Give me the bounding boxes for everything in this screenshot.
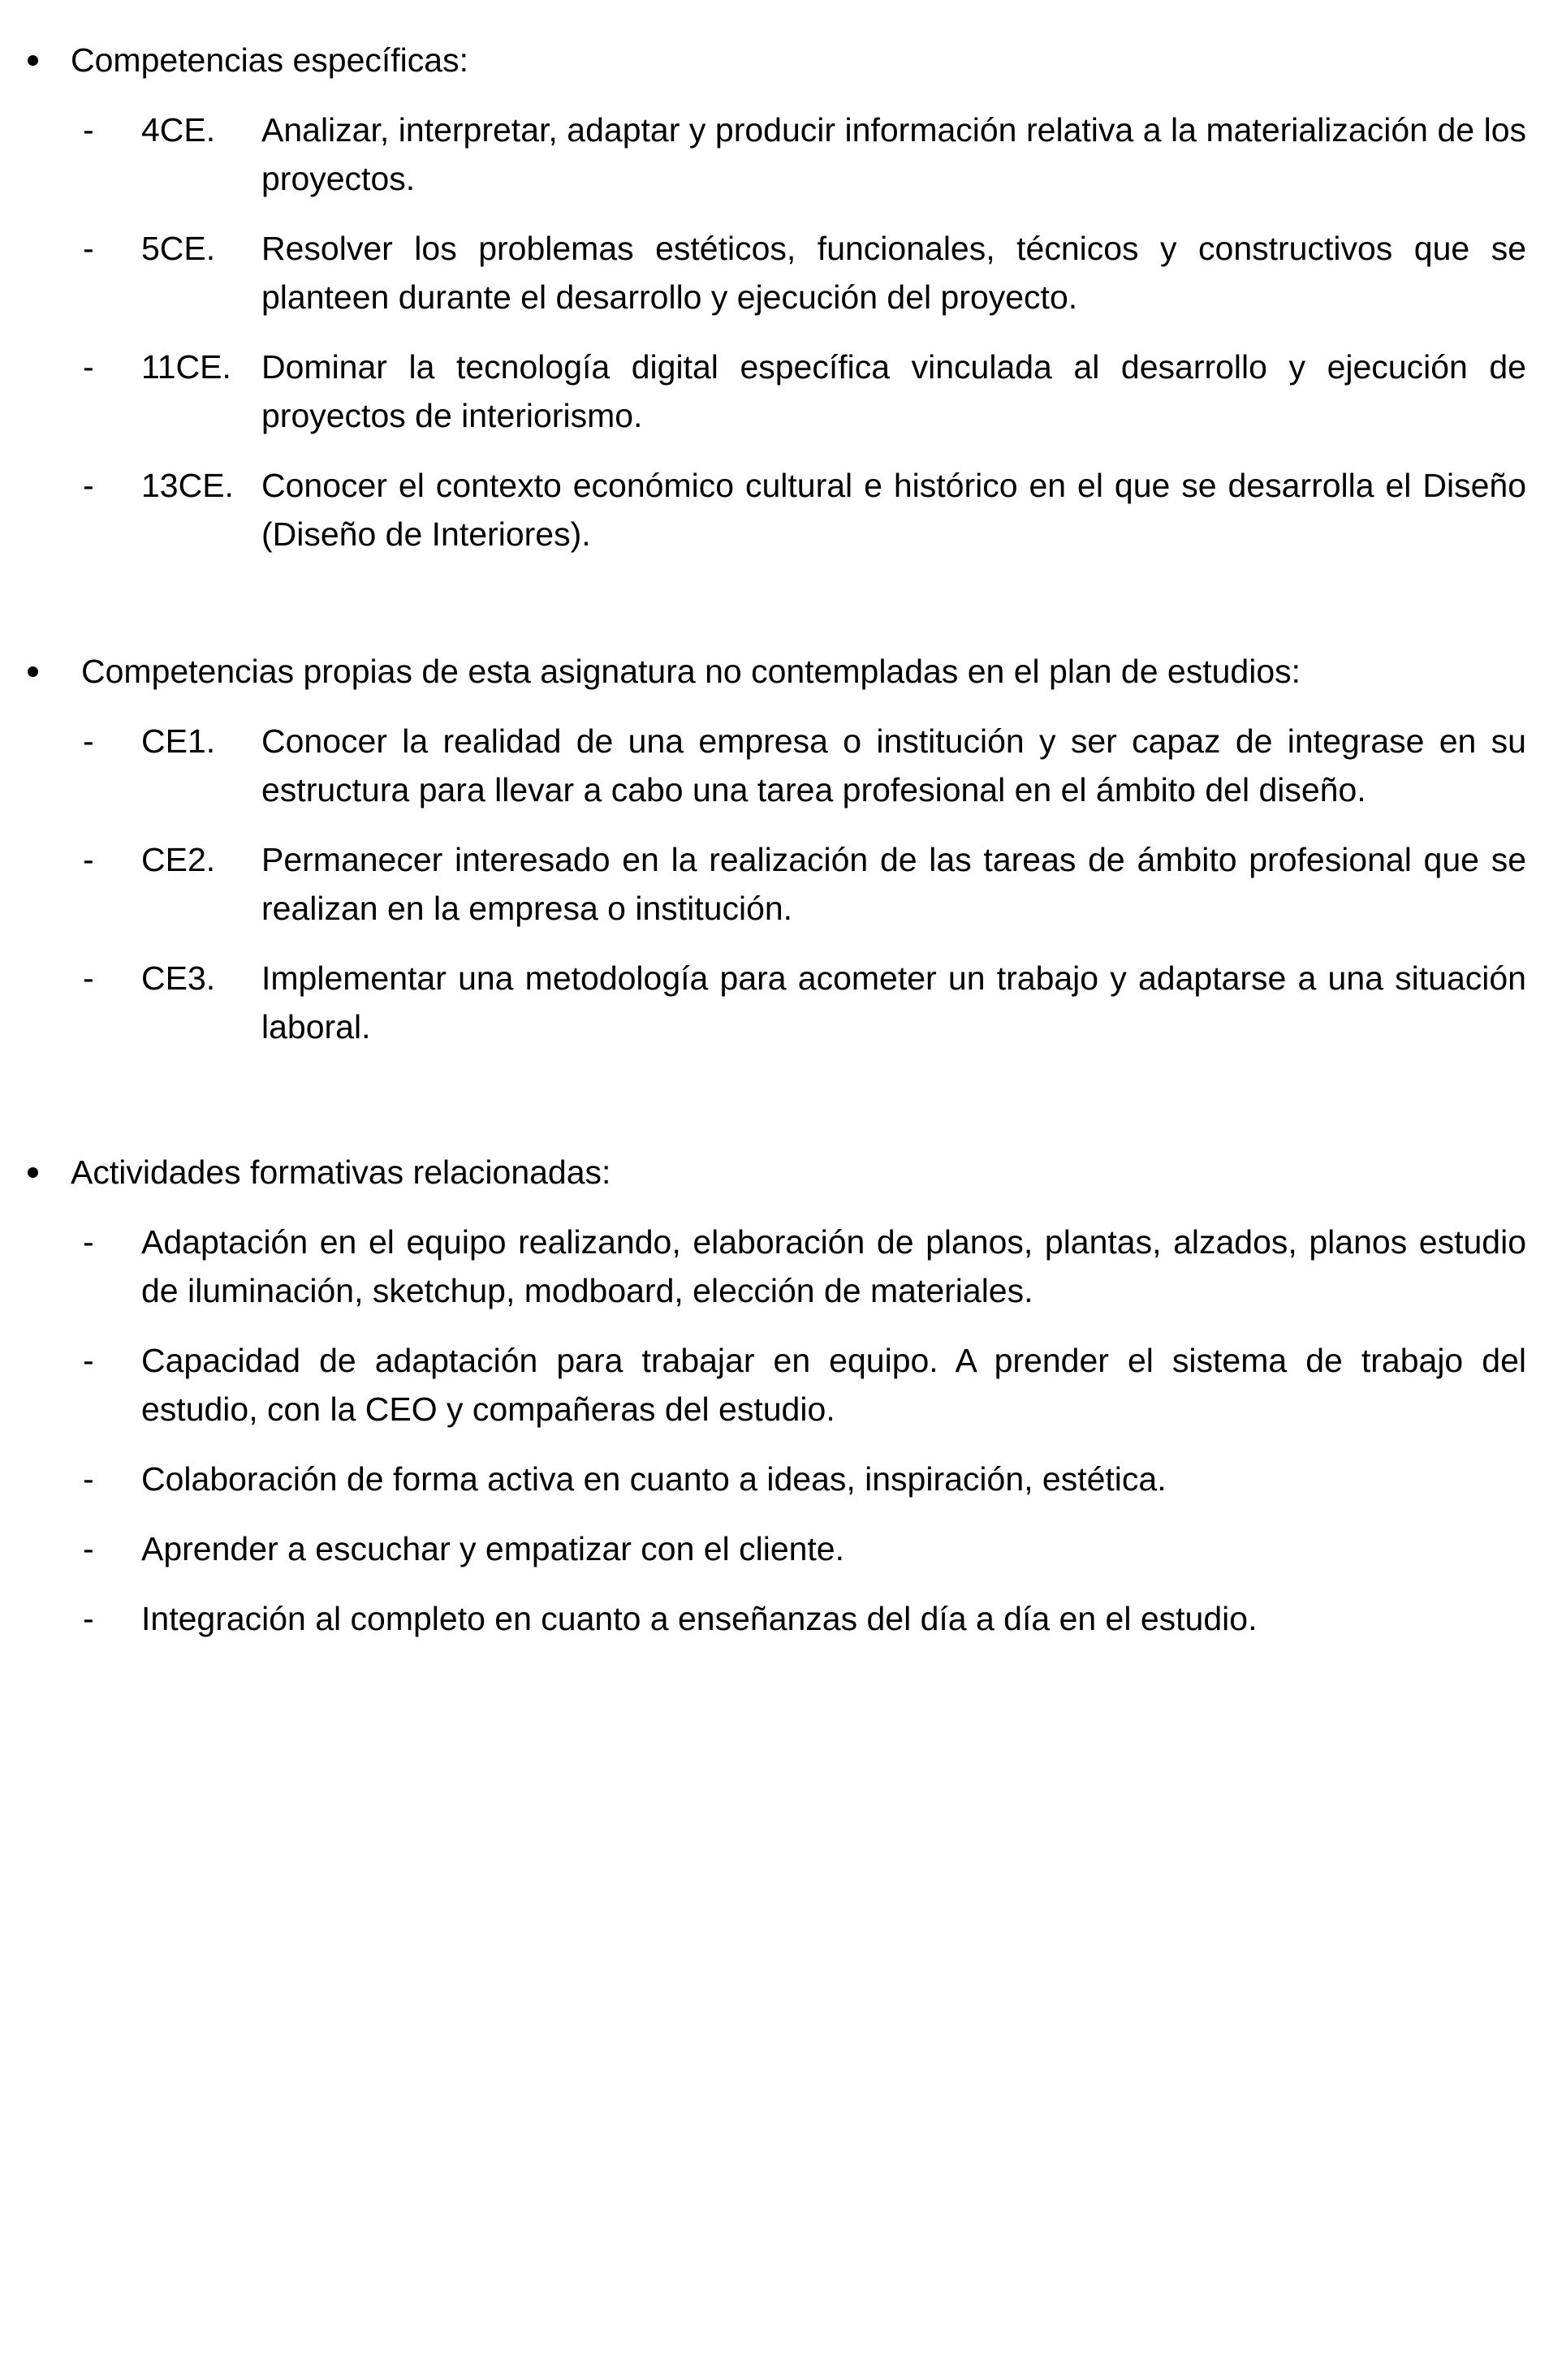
dash-marker: - [83,722,94,760]
item-code: CE2. [141,841,216,878]
section-actividades-formativas [0,1148,1549,1643]
list-item [0,1455,1549,1503]
dash-marker: - [83,959,94,997]
list-item [0,1218,1549,1315]
dash-marker: - [83,1600,94,1637]
item-text: Conocer el contexto económico cultural e histórico en el que se desarrolla el Diseño (Diseño de Interiores). [261,467,1526,553]
dash-marker: - [83,841,94,878]
list-item [0,1524,1549,1573]
section-heading [0,1148,1549,1196]
list-item [0,717,1549,814]
item-code: 4CE. [141,111,216,149]
item-code: CE3. [141,959,216,997]
dash-marker: - [83,111,94,149]
dash-marker: - [83,467,94,504]
section-competencias-propias [0,647,1549,1051]
heading-text: Competencias específicas: [71,41,468,79]
item-text: Colaboración de forma activa en cuanto a ideas, inspiración, estética. [141,1460,1167,1498]
dash-marker: - [83,1460,94,1498]
dash-marker: - [83,230,94,267]
list-item [0,1594,1549,1643]
dash-marker: - [83,1342,94,1379]
item-text: Resolver los problemas estéticos, funcionales, técnicos y constructivos que se planteen durante el desarrollo y ejecución del proyecto. [261,230,1526,316]
item-text: Capacidad de adaptación para trabajar en equipo. A prender el sistema de trabajo del estudio, con la CEO y compañeras del estudio. [141,1342,1526,1428]
dash-marker: - [83,1223,94,1261]
list-item [0,461,1549,558]
item-text: Implementar una metodología para acometer un trabajo y adaptarse a una situación laboral. [261,959,1526,1046]
list-item [0,954,1549,1051]
item-code: CE1. [141,722,216,760]
item-text: Aprender a escuchar y empatizar con el cliente. [141,1530,845,1567]
item-code: 5CE. [141,230,216,267]
list-item [0,106,1549,203]
item-text: Permanecer interesado en la realización de las tareas de ámbito profesional que se realizan en la empresa o institución. [261,841,1526,927]
list-item [0,835,1549,933]
section-heading [0,36,1549,84]
section-heading [0,647,1549,696]
item-text: Analizar, interpretar, adaptar y producir información relativa a la materialización de los proyectos. [261,111,1526,197]
list-item [0,343,1549,440]
section-competencias-especificas [0,36,1549,558]
heading-text: Actividades formativas relacionadas: [71,1153,611,1191]
item-text: Integración al completo en cuanto a enseñanzas del día a día en el estudio. [141,1600,1258,1637]
item-text: Adaptación en el equipo realizando, elaboración de planos, plantas, alzados, planos estudio de iluminación, sketchup, modboard, elección de materiales. [141,1223,1526,1309]
dash-marker: - [83,348,94,386]
heading-text: Competencias propias de esta asignatura no contempladas en el plan de estudios: [81,653,1301,690]
bullet-icon [28,55,38,66]
item-code: 13CE. [141,467,234,504]
dash-marker: - [83,1530,94,1567]
list-item [0,1336,1549,1434]
list-item [0,224,1549,321]
item-text: Conocer la realidad de una empresa o institución y ser capaz de integrase en su estructura para llevar a cabo una tarea profesional en el ámbito del diseño. [261,722,1526,808]
bullet-icon [28,1167,38,1178]
bullet-icon [28,666,38,677]
item-code: 11CE. [141,348,231,386]
item-text: Dominar la tecnología digital específica vinculada al desarrollo y ejecución de proyectos de interiorismo. [261,348,1526,434]
